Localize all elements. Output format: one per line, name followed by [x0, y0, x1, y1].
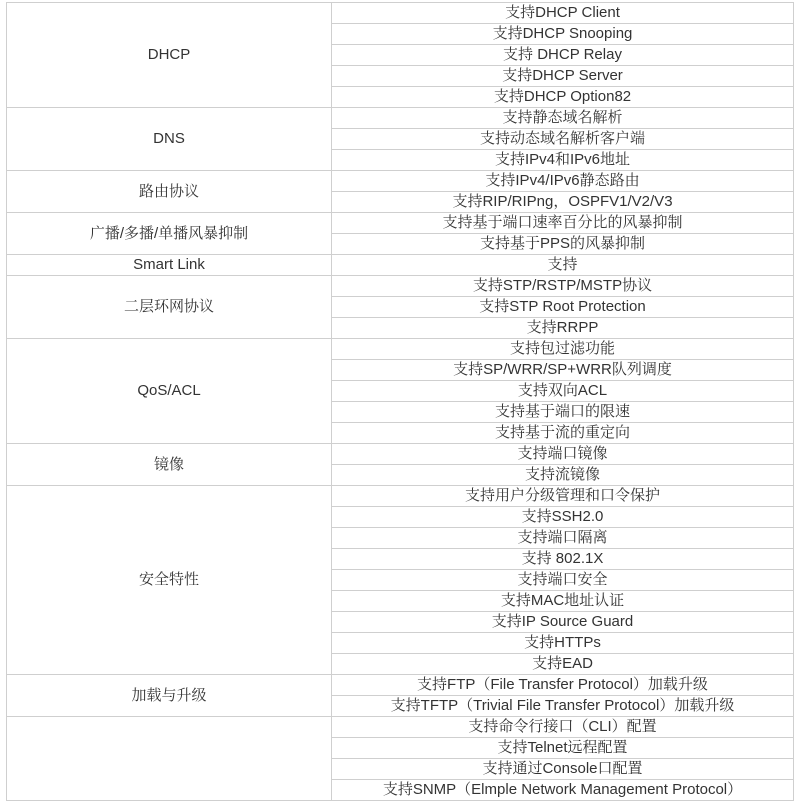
feature-cell: 支持基于PPS的风暴抑制: [332, 234, 794, 255]
spec-table-body: [7, 3, 794, 801]
spec-table: [6, 2, 794, 801]
feature-cell: 支持双向ACL: [332, 381, 794, 402]
feature-cell: 支持MAC地址认证: [332, 591, 794, 612]
feature-cell: 支持SNMP（Elmple Network Management Protocol）: [332, 780, 794, 801]
table-row: [7, 444, 794, 465]
feature-cell: 支持IP Source Guard: [332, 612, 794, 633]
category-cell: 加载与升级: [7, 675, 332, 717]
category-cell: 广播/多播/单播风暴抑制: [7, 213, 332, 255]
feature-cell: 支持用户分级管理和口令保护: [332, 486, 794, 507]
category-cell: 二层环网协议: [7, 276, 332, 339]
feature-cell: 支持RRPP: [332, 318, 794, 339]
feature-cell: 支持Telnet远程配置: [332, 738, 794, 759]
feature-cell: 支持STP/RSTP/MSTP协议: [332, 276, 794, 297]
category-cell: DHCP: [7, 3, 332, 108]
feature-cell: 支持SP/WRR/SP+WRR队列调度: [332, 360, 794, 381]
table-row: [7, 255, 794, 276]
feature-cell: 支持基于端口的限速: [332, 402, 794, 423]
table-row: [7, 717, 794, 738]
category-cell: QoS/ACL: [7, 339, 332, 444]
feature-cell: 支持TFTP（Trivial File Transfer Protocol）加载升级: [332, 696, 794, 717]
feature-cell: 支持FTP（File Transfer Protocol）加载升级: [332, 675, 794, 696]
feature-cell: 支持RIP/RIPng，OSPFV1/V2/V3: [332, 192, 794, 213]
table-row: [7, 3, 794, 24]
table-row: [7, 108, 794, 129]
feature-cell: 支持静态域名解析: [332, 108, 794, 129]
feature-cell: 支持IPv4/IPv6静态路由: [332, 171, 794, 192]
feature-cell: 支持基于端口速率百分比的风暴抑制: [332, 213, 794, 234]
table-row: [7, 486, 794, 507]
category-cell: DNS: [7, 108, 332, 171]
feature-cell: 支持HTTPs: [332, 633, 794, 654]
table-row: [7, 171, 794, 192]
feature-cell: 支持包过滤功能: [332, 339, 794, 360]
category-cell: 镜像: [7, 444, 332, 486]
feature-cell: 支持IPv4和IPv6地址: [332, 150, 794, 171]
feature-cell: 支持EAD: [332, 654, 794, 675]
category-cell: 路由协议: [7, 171, 332, 213]
feature-cell: 支持基于流的重定向: [332, 423, 794, 444]
feature-cell: 支持DHCP Option82: [332, 87, 794, 108]
feature-cell: 支持DHCP Client: [332, 3, 794, 24]
feature-cell: 支持端口隔离: [332, 528, 794, 549]
feature-cell: 支持端口镜像: [332, 444, 794, 465]
table-row: [7, 213, 794, 234]
feature-cell: 支持: [332, 255, 794, 276]
feature-cell: 支持流镜像: [332, 465, 794, 486]
table-row: [7, 675, 794, 696]
feature-cell: 支持通过Console口配置: [332, 759, 794, 780]
category-cell: [7, 717, 332, 801]
table-row: [7, 339, 794, 360]
feature-cell: 支持STP Root Protection: [332, 297, 794, 318]
feature-cell: 支持DHCP Server: [332, 66, 794, 87]
category-cell: Smart Link: [7, 255, 332, 276]
feature-cell: 支持动态域名解析客户端: [332, 129, 794, 150]
feature-cell: 支持SSH2.0: [332, 507, 794, 528]
feature-cell: 支持命令行接口（CLI）配置: [332, 717, 794, 738]
feature-cell: 支持端口安全: [332, 570, 794, 591]
category-cell: 安全特性: [7, 486, 332, 675]
feature-cell: 支持 802.1X: [332, 549, 794, 570]
feature-cell: 支持 DHCP Relay: [332, 45, 794, 66]
table-row: [7, 276, 794, 297]
feature-cell: 支持DHCP Snooping: [332, 24, 794, 45]
